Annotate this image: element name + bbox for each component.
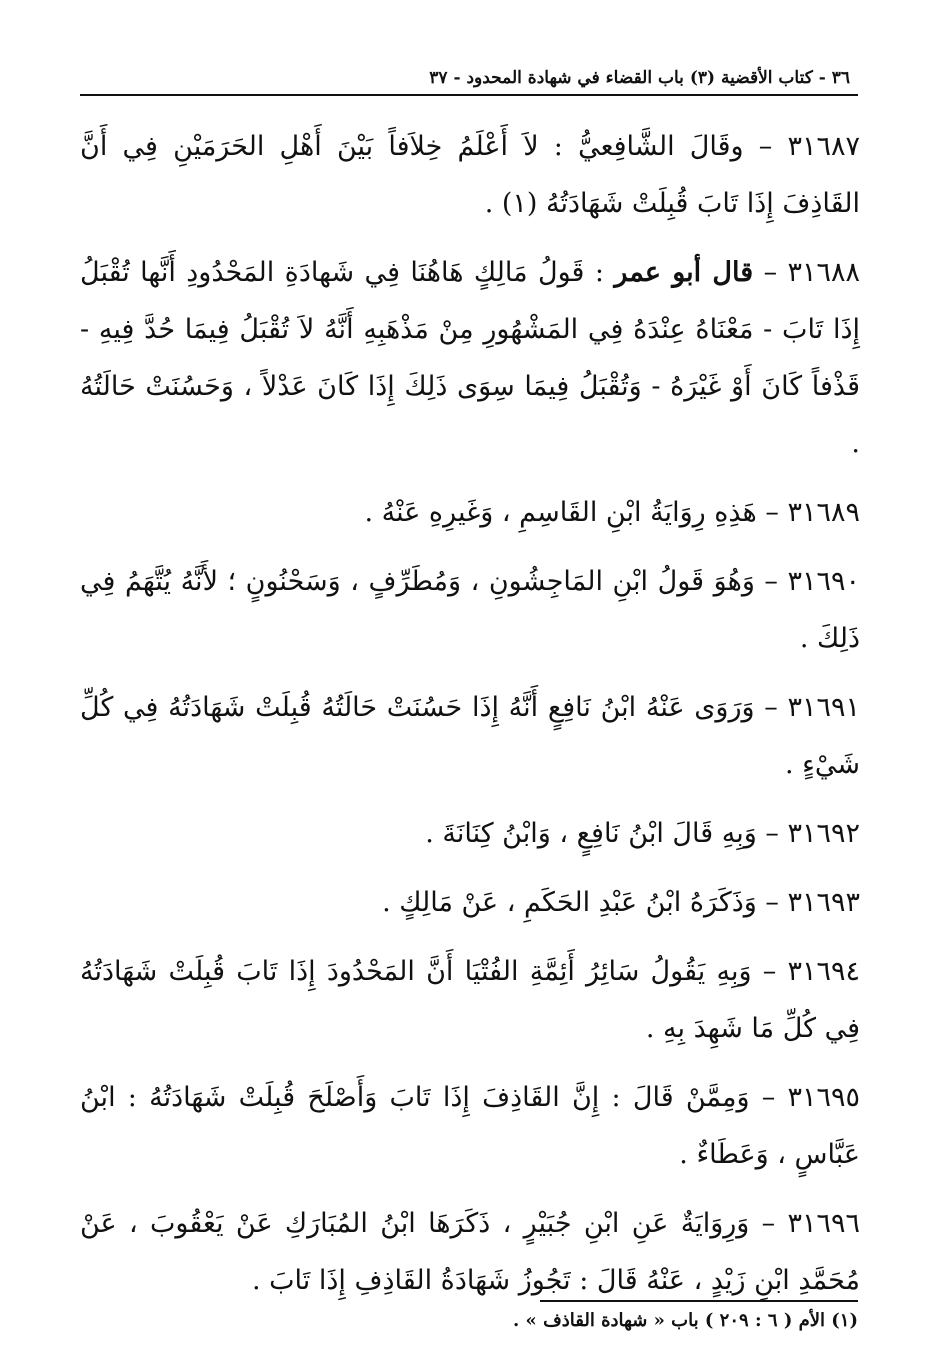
paragraph-text: وَبِهِ يَقُولُ سَائِرُ أَئِمَّةِ الفُتْيَا أَنَّ المَحْدُودَ إِذَا تَابَ قُبِلَتْ شَهَادَتُهُ فِي كُلِّ مَا شَهِدَ بِهِ . [80,956,860,1044]
paragraph-31687 [80,118,860,232]
paragraph-text: وَهُوَ قَولُ ابْنِ المَاجِشُونِ ، وَمُطَرِّفٍ ، وَسَحْنُونٍ ؛ لأَنَّهُ يُتَّهَمُ فِي ذَلِكَ . [80,566,860,654]
running-header: ٣٦ - كتاب الأقضية (٣) باب القضاء في شهادة المحدود - ٣٧ [429,68,850,88]
paragraph-number: ٣١٦٩٠ [787,566,860,597]
paragraph-number: ٣١٦٩٦ [787,1208,861,1239]
paragraph-text: : قَولُ مَالِكٍ هَاهُنَا فِي شَهادَةِ المَحْدُودِ أَنَّها تُقْبَلُ إِذَا تَابَ - مَعْنَاهُ عِنْدَهُ فِي المَشْهُورِ مِنْ مَذْهَبِهِ أَنَّهُ لاَ تُقْبَلُ فِيمَا حُدَّ فِيهِ - قَذْفاً كَانَ أَوْ غَيْرَهُ - وَتُقْبَلُ فِيمَا سِوَى ذَلِكَ إِذَا كَانَ عَدْلاً ، وَحَسُنَتْ حَالَتُهُ . [80,257,860,459]
dash: – [758,131,773,162]
paragraph-31691 [80,679,860,793]
paragraph-31694 [80,943,860,1057]
paragraph-number: ٣١٦٨٧ [787,131,860,162]
footnote-rule [540,1300,858,1302]
dash: – [764,566,778,597]
dash: – [765,497,779,528]
paragraph-text: وَبِهِ قَالَ ابْنُ نَافِعٍ ، وَابْنُ كِنَانَةَ . [425,818,757,849]
paragraph-number: ٣١٦٨٩ [787,497,860,528]
dash: – [765,887,779,918]
body-text [80,118,860,1321]
paragraph-number: ٣١٦٩١ [787,692,860,723]
footnote: (١) الأم ( ٦ : ٢٠٩ ) باب « شهادة القاذف » . [513,1310,858,1331]
paragraph-number: ٣١٦٩٣ [787,887,860,918]
dash: – [765,818,779,849]
paragraph-31693 [80,874,860,931]
paragraph-text: وقَالَ الشَّافِعيُّ : لاَ أَعْلَمُ خِلاَفاً بَيْنَ أَهْلِ الحَرَمَيْنِ فِي أَنَّ القَاذِفَ إِذَا تَابَ قُبِلَتْ شَهَادَتُهُ (١) . [80,131,860,219]
dash: – [764,692,778,723]
paragraph-number: ٣١٦٩٤ [787,956,860,987]
speaker-name: قال أبو عمر [614,257,754,288]
paragraph-text: وَرِوَايَةٌ عَنِ ابْنِ جُبَيْرٍ ، ذَكَرَهَا ابْنُ المُبَارَكِ عَنْ يَعْقُوبَ ، عَنْ مُحَمَّدِ ابْنِ زَيْدٍ ، عَنْهُ قَالَ : تَجُوزُ شَهَادَةُ القَاذِفِ إِذَا تَابَ . [80,1208,860,1296]
paragraph-text: وَمِمَّنْ قَالَ : إِنَّ القَاذِفَ إِذَا تَابَ وَأَصْلَحَ قُبِلَتْ شَهَادَتُهُ : ابْنُ عَبَّاسٍ ، وَعَطَاءٌ . [80,1082,860,1170]
paragraph-31696 [80,1195,860,1309]
dash: – [761,1082,776,1113]
paragraph-number: ٣١٦٩٢ [787,818,860,849]
dash: – [763,257,778,288]
paragraph-text: وَرَوَى عَنْهُ ابْنُ نَافِعٍ أَنَّهُ إِذَا حَسُنَتْ حَالَتُهُ قُبِلَتْ شَهَادَتُهُ فِي كُلِّ شَيْءٍ . [80,692,860,780]
paragraph-31690 [80,553,860,667]
dash: – [762,956,777,987]
header-rule [80,94,858,96]
paragraph-number: ٣١٦٩٥ [787,1082,860,1113]
paragraph-31695 [80,1069,860,1183]
paragraph-31689 [80,484,860,541]
paragraph-text: هَذِهِ رِوَايَةُ ابْنِ القَاسِمِ ، وَغَيرِهِ عَنْهُ . [364,497,757,528]
paragraph-31688 [80,244,860,472]
paragraph-text: وَذَكَرَهُ ابْنُ عَبْدِ الحَكَمِ ، عَنْ مَالِكٍ . [382,887,757,918]
dash: – [761,1208,776,1239]
paragraph-number: ٣١٦٨٨ [787,257,861,288]
paragraph-31692 [80,805,860,862]
